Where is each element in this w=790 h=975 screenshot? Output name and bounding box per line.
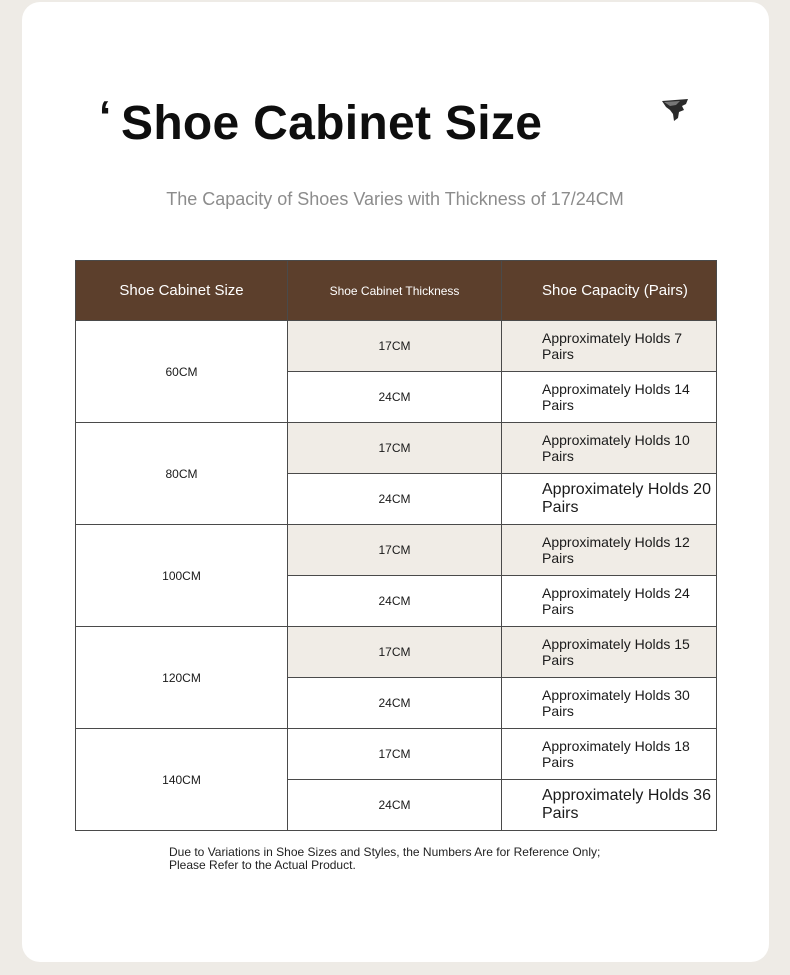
thickness-cell: 17CM — [288, 321, 502, 372]
capacity-cell: Approximately Holds 30 Pairs — [502, 678, 717, 729]
column-header-thickness: Shoe Cabinet Thickness — [288, 261, 502, 321]
table-row — [76, 729, 717, 780]
title-quote-mark: ‘ — [99, 92, 112, 141]
table-row — [76, 525, 717, 576]
thickness-cell: 17CM — [288, 729, 502, 780]
capacity-cell: Approximately Holds 12 Pairs — [502, 525, 717, 576]
cabinet-size-cell: 60CM — [76, 321, 288, 423]
size-table — [75, 260, 717, 831]
table-row — [76, 627, 717, 678]
title-block — [96, 86, 696, 156]
cabinet-size-cell: 100CM — [76, 525, 288, 627]
thickness-cell: 17CM — [288, 525, 502, 576]
cabinet-size-cell: 80CM — [76, 423, 288, 525]
capacity-cell: Approximately Holds 15 Pairs — [502, 627, 717, 678]
table-row — [76, 423, 717, 474]
footnote-line-2: Please Refer to the Actual Product. — [169, 858, 356, 872]
thickness-cell: 24CM — [288, 372, 502, 423]
capacity-cell: Approximately Holds 14 Pairs — [502, 372, 717, 423]
column-header-capacity: Shoe Capacity (Pairs) — [502, 261, 717, 321]
thickness-cell: 17CM — [288, 627, 502, 678]
thickness-cell: 24CM — [288, 780, 502, 831]
cabinet-size-cell: 140CM — [76, 729, 288, 831]
thickness-cell: 17CM — [288, 423, 502, 474]
page-title: Shoe Cabinet Size — [121, 97, 543, 150]
capacity-cell: Approximately Holds 7 Pairs — [502, 321, 717, 372]
column-header-size: Shoe Cabinet Size — [76, 261, 288, 321]
capacity-cell: Approximately Holds 24 Pairs — [502, 576, 717, 627]
cabinet-size-cell: 120CM — [76, 627, 288, 729]
page-subtitle: The Capacity of Shoes Varies with Thickness of 17/24CM — [166, 189, 624, 209]
reference-footnote — [169, 846, 629, 872]
capacity-cell: Approximately Holds 36 Pairs — [502, 780, 717, 831]
table-row — [76, 321, 717, 372]
thickness-cell: 24CM — [288, 678, 502, 729]
table-header-row — [76, 261, 717, 321]
footnote-line-1: Due to Variations in Shoe Sizes and Styles, the Numbers Are for Reference Only; — [169, 845, 601, 859]
capacity-cell: Approximately Holds 18 Pairs — [502, 729, 717, 780]
capacity-cell: Approximately Holds 10 Pairs — [502, 423, 717, 474]
thickness-cell: 24CM — [288, 576, 502, 627]
capacity-cell: Approximately Holds 20 Pairs — [502, 474, 717, 525]
thickness-cell: 24CM — [288, 474, 502, 525]
brush-stroke-icon — [660, 98, 690, 122]
